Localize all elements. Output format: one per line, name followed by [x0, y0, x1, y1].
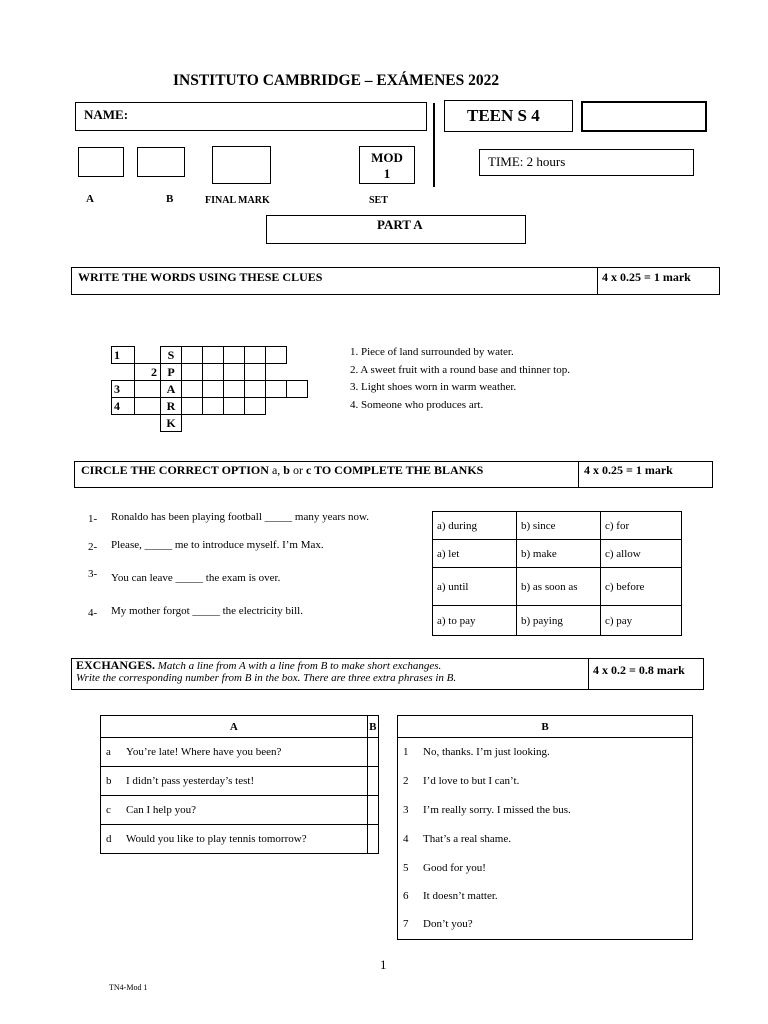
question-text: Please, _____ me to introduce myself. I’m Max.	[111, 539, 324, 551]
crossword-grid	[111, 346, 308, 432]
page-number: 1	[380, 957, 387, 972]
crossword-cell[interactable]	[224, 398, 245, 415]
final-mark-box[interactable]	[212, 146, 271, 184]
option-b[interactable]: b) as soon as	[517, 568, 601, 606]
time-box	[479, 149, 694, 176]
section2-marks: 4 x 0.25 = 1 mark	[584, 463, 673, 477]
row-letter: c	[101, 796, 126, 825]
question-text: My mother forgot _____ the electricity bill.	[111, 605, 303, 617]
crossword-cell[interactable]	[224, 347, 245, 364]
section1-divider	[597, 268, 598, 294]
crossword-cell[interactable]	[182, 364, 203, 381]
options-row	[433, 512, 682, 540]
crossword-row-2	[112, 364, 308, 381]
row-text: I didn’t pass yesterday’s test!	[125, 767, 367, 796]
question-number: 1-	[88, 513, 98, 525]
level-box	[444, 100, 573, 132]
section1-marks: 4 x 0.25 = 1 mark	[602, 270, 691, 284]
option-c[interactable]: c) for	[601, 512, 682, 540]
list-item: 5 Good for you!	[398, 854, 693, 883]
question-number: 2-	[88, 541, 98, 553]
option-b[interactable]: b) paying	[517, 606, 601, 636]
crossword-number: 2	[135, 364, 161, 381]
name-label: NAME:	[84, 107, 129, 122]
crossword-cell[interactable]	[135, 398, 161, 415]
column-b-header: B	[367, 716, 378, 738]
section3-instruction: EXCHANGES. Match a line from A with a line from B to make short exchanges. Write the corresponding number from B in the box. There are three extra phrases in B.	[76, 658, 457, 684]
table-header-row	[398, 716, 693, 738]
vertical-divider	[433, 103, 435, 187]
crossword-row-5	[112, 415, 308, 432]
footer-code: TN4-Mod 1	[109, 983, 148, 992]
crossword-cell[interactable]	[182, 381, 203, 398]
section2-instruction: CIRCLE THE CORRECT OPTION a, b or c TO COMPLETE THE BLANKS	[81, 463, 484, 477]
row-text: Can I help you?	[125, 796, 367, 825]
question-number: 4-	[88, 607, 98, 619]
row-letter: a	[101, 738, 126, 767]
column-b-list-header: B	[398, 716, 693, 738]
answer-box[interactable]	[367, 825, 378, 854]
section3-divider	[588, 659, 589, 689]
option-c[interactable]: c) pay	[601, 606, 682, 636]
crossword-cell[interactable]	[245, 364, 266, 381]
table-row	[101, 767, 379, 796]
time-label: TIME: 2 hours	[488, 154, 566, 169]
option-a[interactable]: a) during	[433, 512, 517, 540]
crossword-cell[interactable]	[182, 347, 203, 364]
crossword-cell[interactable]	[182, 398, 203, 415]
crossword-cell[interactable]	[245, 381, 266, 398]
crossword-cell[interactable]	[203, 364, 224, 381]
part-a-box	[266, 215, 526, 244]
list-item: 1 No, thanks. I’m just looking.	[398, 738, 693, 767]
list-item: 3 I’m really sorry. I missed the bus.	[398, 796, 693, 825]
options-row	[433, 606, 682, 636]
answer-box[interactable]	[367, 796, 378, 825]
level-label: TEEN S 4	[467, 106, 540, 125]
name-field[interactable]	[75, 102, 427, 131]
crossword-key-letter: P	[161, 364, 182, 381]
crossword-cell[interactable]	[245, 398, 266, 415]
option-b[interactable]: b) since	[517, 512, 601, 540]
mod-box	[359, 146, 415, 184]
question-text: You can leave _____ the exam is over.	[111, 572, 281, 584]
option-a[interactable]: a) let	[433, 540, 517, 568]
option-a[interactable]: a) to pay	[433, 606, 517, 636]
clue-item: 1. Piece of land surrounded by water.	[350, 346, 514, 358]
question-number: 3-	[88, 568, 98, 580]
crossword-row-3	[112, 381, 308, 398]
option-c[interactable]: c) allow	[601, 540, 682, 568]
score-label-a: A	[86, 193, 94, 205]
crossword-cell[interactable]	[135, 381, 161, 398]
section1-header	[71, 267, 720, 295]
crossword-cell[interactable]	[266, 381, 287, 398]
crossword-row-4	[112, 398, 308, 415]
clue-item: 4. Someone who produces art.	[350, 398, 484, 411]
crossword-row-1	[112, 347, 308, 364]
crossword-key-letter: R	[161, 398, 182, 415]
crossword-cell[interactable]	[245, 347, 266, 364]
crossword-cell[interactable]	[224, 381, 245, 398]
section3-header	[71, 658, 704, 690]
crossword-number: 3	[112, 381, 135, 398]
crossword-cell[interactable]	[224, 364, 245, 381]
section2-header	[74, 461, 713, 488]
options-row	[433, 568, 682, 606]
table-row	[101, 825, 379, 854]
exam-title: INSTITUTO CAMBRIDGE – EXÁMENES 2022	[173, 72, 500, 89]
crossword-number: 4	[112, 398, 135, 415]
clue-item: 3. Light shoes worn in warm weather.	[350, 381, 517, 393]
part-label: PART A	[377, 217, 423, 232]
clue-item: 2. A sweet fruit with a round base and thinner top.	[350, 363, 570, 376]
score-box-b[interactable]	[137, 147, 185, 177]
question-text: Ronaldo has been playing football _____ many years now.	[111, 511, 370, 523]
exchange-table-b	[397, 715, 693, 940]
crossword-cell[interactable]	[203, 398, 224, 415]
level-score-box[interactable]	[581, 101, 707, 132]
option-c[interactable]: c) before	[601, 568, 682, 606]
options-row	[433, 540, 682, 568]
list-item: 4 That’s a real shame.	[398, 825, 693, 854]
score-label-final: FINAL MARK	[205, 195, 270, 206]
section3-marks: 4 x 0.2 = 0.8 mark	[593, 663, 685, 677]
answer-box[interactable]	[367, 767, 378, 796]
mod-number: 1	[383, 166, 391, 181]
crossword-number: 1	[112, 347, 135, 364]
table-row	[101, 738, 379, 767]
row-letter: d	[101, 825, 126, 854]
crossword-cell[interactable]	[203, 381, 224, 398]
column-a-header: A	[101, 716, 368, 738]
crossword-cell[interactable]	[287, 381, 308, 398]
list-item: 6 It doesn’t matter.	[398, 883, 693, 910]
options-table	[432, 511, 682, 636]
row-text: Would you like to play tennis tomorrow?	[125, 825, 367, 854]
score-label-b: B	[166, 193, 174, 205]
option-a[interactable]: a) until	[433, 568, 517, 606]
list-item: 7 Don’t you?	[398, 910, 693, 940]
section2-divider	[578, 462, 579, 487]
row-letter: b	[101, 767, 126, 796]
row-text: You’re late! Where have you been?	[125, 738, 367, 767]
section1-instruction: WRITE THE WORDS USING THESE CLUES	[78, 270, 323, 284]
crossword-key-letter: S	[161, 347, 182, 364]
crossword-cell[interactable]	[203, 347, 224, 364]
score-label-set: SET	[369, 195, 388, 206]
list-item: 2 I’d love to but I can’t.	[398, 767, 693, 796]
mod-label: MOD	[371, 150, 403, 165]
answer-box[interactable]	[367, 738, 378, 767]
crossword-cell[interactable]	[266, 347, 287, 364]
clue-list	[350, 346, 570, 416]
crossword-key-letter: K	[161, 415, 182, 432]
table-header-row	[101, 716, 379, 738]
score-box-a[interactable]	[78, 147, 124, 177]
crossword-key-letter: A	[161, 381, 182, 398]
table-row	[101, 796, 379, 825]
exchange-table-a	[100, 715, 379, 854]
option-b[interactable]: b) make	[517, 540, 601, 568]
